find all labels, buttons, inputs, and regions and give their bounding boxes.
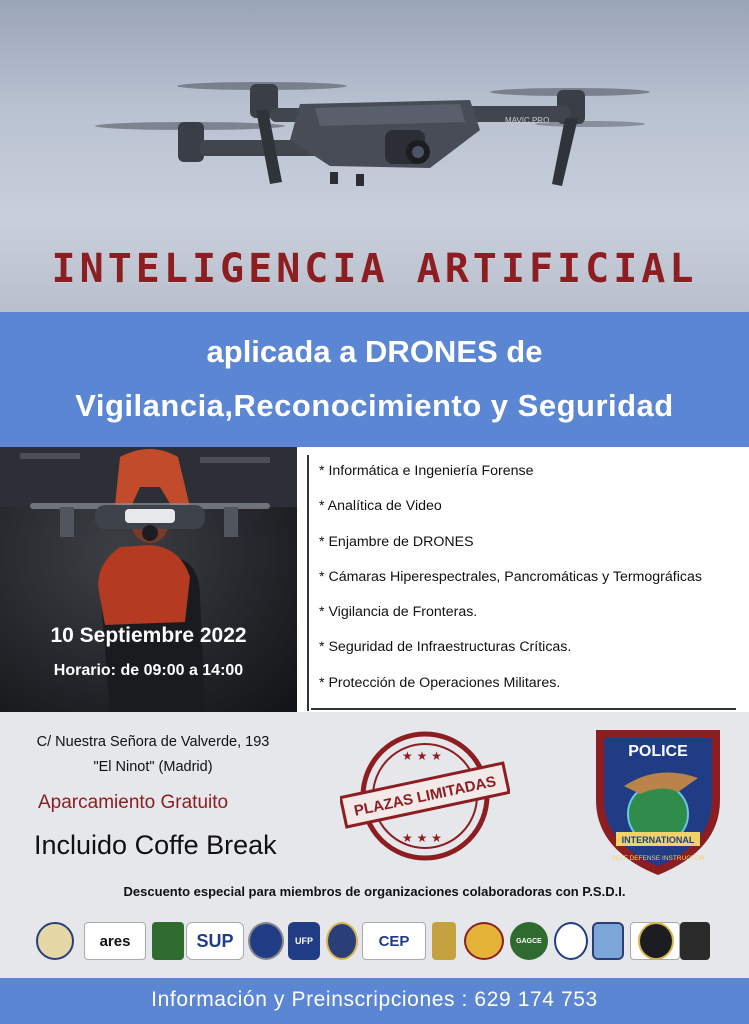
partner-logo-ufp: UFP bbox=[288, 922, 320, 960]
stamp-text: PLAZAS LIMITADAS bbox=[352, 773, 498, 820]
limited-seats-stamp bbox=[340, 726, 510, 866]
drone-model-text: MAVIC PRO bbox=[505, 116, 550, 125]
partner-logo-crest-2 bbox=[432, 922, 456, 960]
partner-logo-cep: CEP bbox=[362, 922, 426, 960]
venue-place: "El Ninot" (Madrid) bbox=[93, 759, 213, 775]
topics-list bbox=[319, 463, 702, 710]
partner-logo-seal bbox=[248, 922, 284, 960]
event-photo-panel bbox=[0, 447, 297, 712]
partner-logo-seal-2 bbox=[326, 922, 358, 960]
svg-text:★ ★ ★: ★ ★ ★ bbox=[402, 831, 442, 845]
topic-item: * Vigilancia de Fronteras. bbox=[319, 604, 478, 621]
banner-line-1: aplicada a DRONES de bbox=[206, 334, 543, 369]
event-date: 10 Septiembre 2022 bbox=[50, 624, 247, 647]
partner-logo-round bbox=[638, 922, 674, 960]
topic-item: * Seguridad de Infraestructuras Críticas. bbox=[319, 639, 572, 656]
partner-logo-shield-2 bbox=[592, 922, 624, 960]
partner-logo-crest bbox=[36, 922, 74, 960]
topic-item: * Enjambre de DRONES bbox=[319, 533, 474, 550]
partner-logo-sup: SUP bbox=[186, 922, 244, 960]
partner-logo-gagce: GAGCE bbox=[510, 922, 548, 960]
topic-item: * Protección de Operaciones Militares. bbox=[319, 674, 561, 691]
partner-logo-military bbox=[680, 922, 710, 960]
badge-top-text: POLICE bbox=[628, 743, 688, 760]
banner-line-2: Vigilancia,Reconocimiento y Seguridad bbox=[75, 388, 674, 423]
topic-item: * Analítica de Video bbox=[319, 498, 442, 515]
svg-text:★ ★ ★: ★ ★ ★ bbox=[402, 749, 442, 763]
partner-logo-ares: ares bbox=[84, 922, 146, 960]
subtitle-banner bbox=[0, 312, 749, 447]
vertical-divider bbox=[307, 455, 309, 711]
topic-item: * Cámaras Hiperespectrales, Pancromáticas y Termográficas bbox=[319, 568, 702, 585]
topics-panel bbox=[297, 447, 749, 712]
coffee-break-note: Incluido Coffe Break bbox=[34, 830, 277, 860]
partner-logos bbox=[36, 922, 716, 962]
partner-logo-shield bbox=[152, 922, 184, 960]
discount-note: Descuento especial para miembros de organizaciones colaboradoras con P.S.D.I. bbox=[123, 884, 626, 899]
partner-logo-gold bbox=[464, 922, 504, 960]
venue-address: C/ Nuestra Señora de Valverde, 193 bbox=[36, 734, 270, 750]
hero-title: INTELIGENCIA ARTIFICIAL bbox=[51, 246, 698, 292]
event-schedule: Horario: de 09:00 a 14:00 bbox=[53, 662, 244, 679]
police-badge-icon bbox=[588, 720, 728, 880]
registration-footer: Información y Preinscripciones : 629 174 753 bbox=[0, 978, 749, 1024]
hero-section bbox=[0, 0, 749, 312]
topic-item: * Informática e Ingeniería Forense bbox=[319, 463, 534, 479]
partner-logo-police bbox=[554, 922, 588, 960]
venue-info-section bbox=[0, 712, 749, 978]
badge-arc-text: SELF DEFENSE INSTRUCTOR bbox=[611, 855, 705, 862]
parking-note: Aparcamiento Gratuito bbox=[38, 792, 229, 813]
badge-middle-text: INTERNATIONAL bbox=[621, 835, 695, 845]
